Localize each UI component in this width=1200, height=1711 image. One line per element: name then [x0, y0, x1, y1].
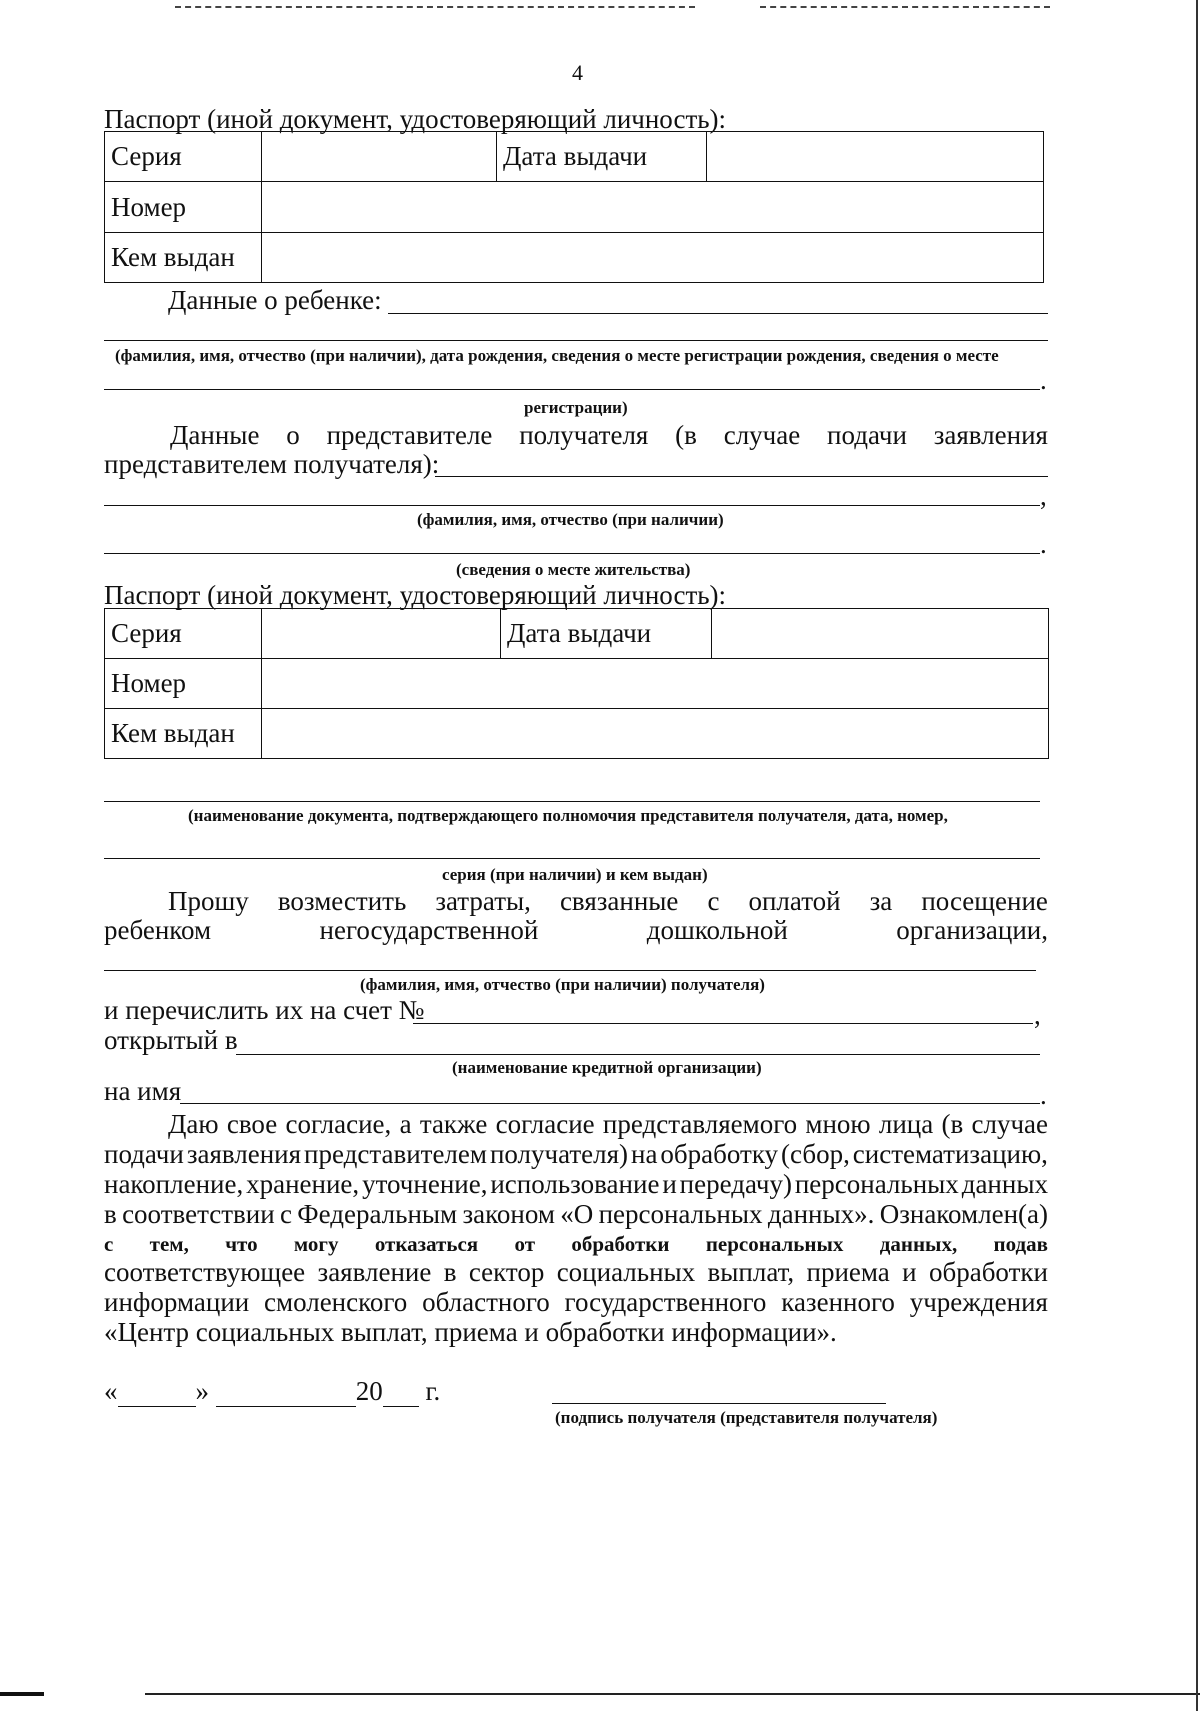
recipient-caption: (фамилия, имя, отчество (при наличии) получателя) — [360, 975, 765, 994]
year-prefix: 20 — [355, 1376, 383, 1406]
passport1-number-field[interactable] — [262, 182, 1044, 233]
scan-edge-right — [1196, 0, 1198, 1711]
word: накопление, — [104, 1169, 244, 1199]
recipient-name-line[interactable] — [104, 970, 1036, 971]
account-comma: , — [1034, 1000, 1041, 1030]
child-label: Данные о ребенке: — [168, 285, 382, 315]
word: посещение — [921, 886, 1048, 916]
date-close-quote: » — [195, 1376, 209, 1406]
scan-edge-bottom-left — [0, 1692, 44, 1696]
word: свое — [226, 1109, 278, 1139]
opened-label: открытый в — [104, 1025, 238, 1055]
name-label: на имя — [104, 1076, 182, 1106]
word: (в — [675, 420, 697, 450]
word: заявление — [317, 1257, 432, 1287]
passport1-issued-field[interactable] — [262, 233, 1044, 283]
word: могу — [293, 1232, 339, 1256]
date-row — [104, 1376, 440, 1407]
representative-residence-line[interactable] — [104, 553, 1040, 554]
word: (сбор, — [781, 1139, 850, 1169]
child-caption-2: регистрации) — [524, 398, 628, 417]
scan-edge-top — [175, 6, 695, 8]
word: подачи — [104, 1139, 184, 1169]
consent-line-6 — [104, 1257, 1048, 1287]
word: данных». — [767, 1199, 875, 1229]
word: что — [225, 1232, 258, 1256]
passport1-title: Паспорт (иной документ, удостоверяющий личность): — [104, 104, 727, 134]
word: хранение, — [246, 1169, 360, 1199]
word: областного — [422, 1287, 550, 1317]
passport1-issued-label: Кем выдан — [105, 233, 262, 283]
passport1-table — [104, 131, 1044, 283]
word: Прошу — [168, 886, 249, 916]
word: с — [707, 886, 720, 916]
scan-edge-bottom — [145, 1693, 1200, 1695]
word: подачи — [827, 420, 907, 450]
word: соответствии — [122, 1199, 275, 1229]
passport2-table — [104, 608, 1049, 759]
word: на — [631, 1139, 658, 1169]
word: обработки — [928, 1257, 1048, 1287]
consent-line-7 — [104, 1287, 1048, 1317]
authority-caption-2: серия (при наличии) и кем выдан) — [442, 865, 708, 884]
word: сектор — [468, 1257, 545, 1287]
child-line-3-dot: . — [1040, 365, 1047, 395]
account-label: и перечислить их на счет № — [104, 995, 425, 1025]
word: представляемого — [602, 1109, 798, 1139]
word: лица — [878, 1109, 934, 1139]
word: законом — [462, 1199, 555, 1229]
word: согласие, — [285, 1109, 392, 1139]
word: и — [902, 1257, 917, 1287]
passport1-series-label: Серия — [105, 132, 262, 182]
word: заявления — [186, 1139, 302, 1169]
word: случае — [971, 1109, 1048, 1139]
word: затраты, — [435, 886, 531, 916]
word: в — [443, 1257, 457, 1287]
request-line-2 — [104, 915, 1048, 945]
word: уточнение, — [362, 1169, 488, 1199]
name-dot: . — [1040, 1080, 1047, 1110]
word: тем, — [149, 1232, 189, 1256]
word: возместить — [277, 886, 407, 916]
child-line-1[interactable] — [388, 313, 1048, 314]
passport2-number-label: Номер — [105, 659, 262, 709]
word: получателя) — [489, 1139, 629, 1169]
word: передачу) — [679, 1169, 792, 1199]
word: также — [419, 1109, 488, 1139]
word: ребенком — [104, 915, 212, 945]
word: казенного — [781, 1287, 895, 1317]
word: персональных — [794, 1169, 959, 1199]
passport2-series-field[interactable] — [262, 609, 501, 659]
page-number: 4 — [572, 60, 583, 85]
date-day-field[interactable] — [118, 1376, 196, 1407]
word: подав — [993, 1232, 1048, 1256]
representative-residence-dot: . — [1040, 529, 1047, 559]
account-field[interactable] — [413, 1023, 1033, 1024]
word: обработки — [571, 1232, 670, 1256]
consent-line-2 — [104, 1139, 1048, 1169]
word: а — [399, 1109, 412, 1139]
word: в — [104, 1199, 117, 1229]
word: обработку — [660, 1139, 779, 1169]
passport1-date-field[interactable] — [707, 132, 1044, 182]
consent-line-4 — [104, 1199, 1048, 1229]
scan-edge-top-right — [760, 6, 1050, 8]
word: Данные — [170, 420, 260, 450]
representative-line-2-blank[interactable] — [435, 476, 1048, 477]
word: от — [514, 1232, 536, 1256]
word: Ознакомлен(а) — [879, 1199, 1048, 1229]
passport1-number-label: Номер — [105, 182, 262, 233]
word: заявления — [933, 420, 1048, 450]
passport2-title: Паспорт (иной документ, удостоверяющий личность): — [104, 580, 727, 610]
word: Федеральным — [297, 1199, 458, 1229]
word: отказаться — [374, 1232, 479, 1256]
authority-line-2[interactable] — [104, 858, 1040, 859]
word: мною — [805, 1109, 871, 1139]
word: с — [279, 1199, 292, 1229]
year-suffix: г. — [425, 1376, 441, 1406]
word: информации — [104, 1287, 250, 1317]
consent-line-5 — [104, 1231, 1048, 1257]
bank-caption: (наименование кредитной организации) — [452, 1058, 762, 1077]
word: государственного — [564, 1287, 767, 1317]
word: Даю — [168, 1109, 219, 1139]
consent-line-8: «Центр социальных выплат, приема и обработки информации». — [104, 1317, 837, 1347]
word: связанные — [559, 886, 679, 916]
word: дошкольной — [646, 915, 788, 945]
word: «О — [560, 1199, 594, 1229]
word: за — [869, 886, 893, 916]
passport2-issued-label: Кем выдан — [105, 709, 262, 759]
representative-line-1 — [170, 420, 1048, 450]
date-open-quote: « — [104, 1376, 118, 1406]
signature-line[interactable] — [552, 1403, 886, 1404]
representative-name-caption: (фамилия, имя, отчество (при наличии) — [417, 510, 724, 529]
passport2-issued-field[interactable] — [262, 709, 1049, 759]
representative-name-line[interactable] — [104, 505, 1040, 506]
representative-name-comma: , — [1040, 481, 1047, 511]
child-caption-1: (фамилия, имя, отчество (при наличии), дата рождения, сведения о месте регистрации рождения, сведения о месте — [115, 346, 999, 365]
word: негосударственной — [319, 915, 539, 945]
consent-line-1 — [168, 1109, 1048, 1139]
name-field[interactable] — [180, 1103, 1040, 1104]
consent-line-3 — [104, 1169, 1048, 1199]
word: и — [662, 1169, 677, 1199]
word: получателя — [519, 420, 649, 450]
word: данных — [961, 1169, 1048, 1199]
signature-caption: (подпись получателя (представителя получателя) — [555, 1408, 938, 1427]
child-line-2[interactable] — [104, 340, 1048, 341]
word: социальных — [556, 1257, 696, 1287]
authority-caption-1: (наименование документа, подтверждающего полномочия представителя получателя, дата, номер, — [188, 806, 948, 825]
word: согласие — [495, 1109, 595, 1139]
child-line-3[interactable] — [104, 389, 1040, 390]
word: персональных — [705, 1232, 844, 1256]
passport1-date-label: Дата выдачи — [497, 132, 707, 182]
representative-residence-caption: (сведения о месте жительства) — [456, 560, 691, 579]
date-year-field[interactable] — [383, 1376, 419, 1407]
date-month-field[interactable] — [216, 1376, 356, 1407]
word: персональных — [598, 1199, 763, 1229]
word: с — [104, 1232, 114, 1256]
word: выплат, — [707, 1257, 795, 1287]
passport2-number-field[interactable] — [262, 659, 1049, 709]
word: представителе — [326, 420, 493, 450]
passport1-series-field[interactable] — [262, 132, 497, 182]
word: организации, — [896, 915, 1048, 945]
word: смоленского — [264, 1287, 408, 1317]
word: приема — [806, 1257, 890, 1287]
passport2-date-label: Дата выдачи — [501, 609, 712, 659]
word: систематизацию, — [852, 1139, 1048, 1169]
word: представителем — [304, 1139, 487, 1169]
bank-field[interactable] — [236, 1054, 1040, 1055]
word: использование — [490, 1169, 660, 1199]
word: данных, — [879, 1232, 958, 1256]
word: (в — [941, 1109, 964, 1139]
word: случае — [723, 420, 801, 450]
passport2-date-field[interactable] — [712, 609, 1049, 659]
word: оплатой — [748, 886, 841, 916]
word: соответствующее — [104, 1257, 306, 1287]
representative-line-2: представителем получателя): — [104, 449, 440, 479]
request-line-1 — [168, 886, 1048, 916]
word: учреждения — [909, 1287, 1048, 1317]
authority-line-1[interactable] — [104, 801, 1040, 802]
passport2-series-label: Серия — [105, 609, 262, 659]
word: о — [286, 420, 300, 450]
